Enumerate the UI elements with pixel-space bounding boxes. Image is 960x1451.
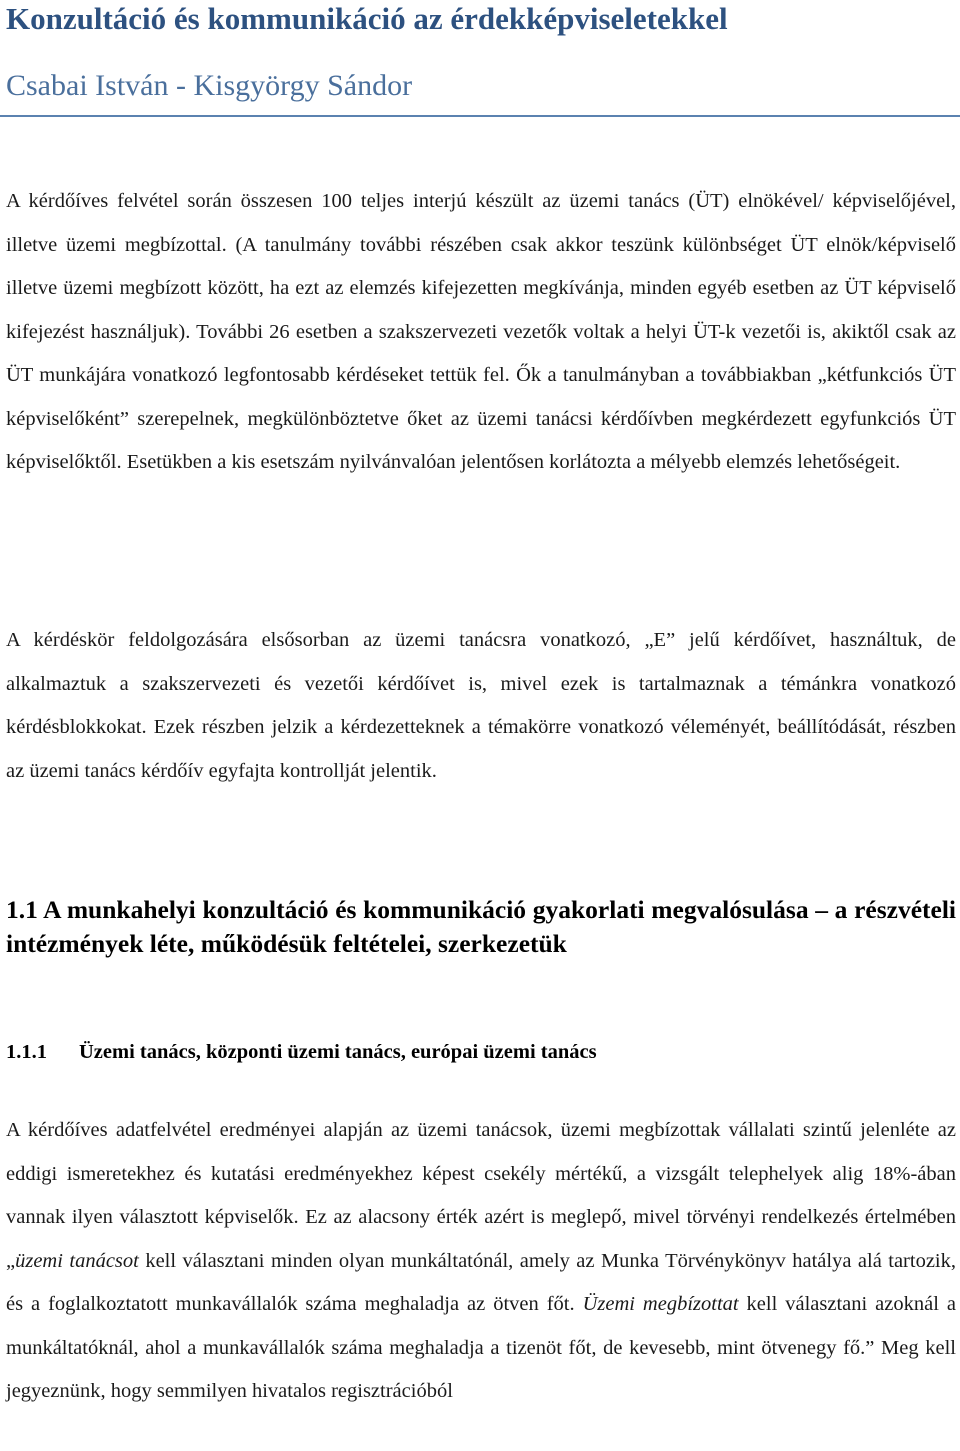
document-title: Konzultáció és kommunikáció az érdekképviseletekkel <box>6 1 728 36</box>
body-text-part-2: kell választani minden olyan munkáltatónál, amely az Munka Törvénykönyv hatálya alá tartozik, és a foglalkoztatott munkavállalók száma meghaladja az ötven főt. <box>6 1249 956 1315</box>
document-authors: Csabai István - Kisgyörgy Sándor <box>6 69 413 102</box>
body-emphasis-2: Üzemi megbízottat <box>582 1293 739 1315</box>
title-divider <box>0 115 960 117</box>
intro-paragraph-2: A kérdéskör feldolgozására elsősorban az üzemi tanácsra vonatkozó, „E” jelű kérdőívet, használtuk, de alkalmaztuk a szakszervezeti és vezetői kérdőívet is, mivel ezek is tartalmaznak a témánkra vonatkozó kérdésblokkokat. Ezek részben jelzik a kérdezetteknek a témakörre vonatkozó véleményét, beállítódását, részben az üzemi tanács kérdőív egyfajta kontrollját jelentik. <box>6 629 956 782</box>
intro-paragraph-1: A kérdőíves felvétel során összesen 100 teljes interjú készült az üzemi tanács (ÜT) elnökével/ képviselőjével, illetve üzemi megbízottal. (A tanulmány további részében csak akkor teszünk különbséget ÜT elnök/képviselő illetve üzemi megbízott között, ha ezt az elemzés kifejezetten megkívánja, minden egyéb esetben az ÜT képviselő kifejezést használjuk). További 26 esetben a szakszervezeti vezetők voltak a helyi ÜT-k vezetői is, akiktől csak az ÜT munkájára vonatkozó legfontosabb kérdéseket tettük fel. Ők a tanulmányban a továbbiakban „kétfunkciós ÜT képviselőként” szerepelnek, megkülönböztetve őket az üzemi tanácsi kérdőívben megkérdezett egyfunkciós ÜT képviselőktől. Esetükben a kis esetszám nyilvánvalóan jelentősen korlátozta a mélyebb elemzés lehetőségeit. <box>6 190 956 473</box>
subsection-number: 1.1.1 <box>6 1041 47 1063</box>
body-paragraph <box>6 1109 956 1414</box>
subsection-title: Üzemi tanács, központi üzemi tanács, európai üzemi tanács <box>79 1041 597 1063</box>
section-heading: 1.1 A munkahelyi konzultáció és kommunikáció gyakorlati megvalósulása – a részvételi intézmények léte, működésük feltételei, szerkezetük <box>6 895 956 958</box>
body-emphasis-1: üzemi tanácsot <box>15 1249 139 1272</box>
subsection-heading <box>6 1038 597 1066</box>
body-text-part-1: A kérdőíves adatfelvétel eredményei alapján az üzemi tanácsok, üzemi megbízottak vállalati szintű jelenléte az eddigi ismeretekhez és kutatási eredményekhez képest csekély mértékű, a vizsgált telephelyek alig 18%-ában vannak ilyen választott képviselők. Ez az alacsony érték azért is meglepő, mivel törvényi rendelkezés értelmében „ <box>6 1119 956 1272</box>
body-text-part-3: kell választani azoknál a munkáltatóknál, ahol a munkavállalók száma meghaladja a tizenöt főt, de kevesebb, mint ötvenegy fő.” Meg kell jegyeznünk, hogy semmilyen hivatalos regisztrációból <box>6 1293 956 1402</box>
